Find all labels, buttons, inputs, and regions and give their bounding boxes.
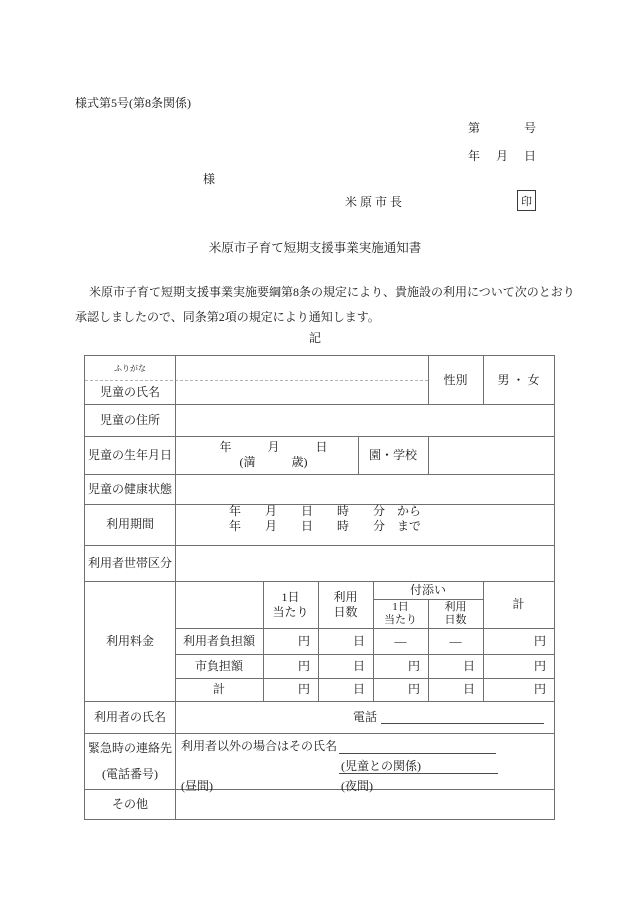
- gender-value: 男 ・ 女: [497, 372, 540, 387]
- child-name-label: 児童の氏名: [99, 384, 160, 399]
- gender-label: 性別: [443, 372, 468, 387]
- fee-header-per-day-line1: 1日: [281, 589, 300, 604]
- emergency-name-blank-line: [339, 753, 496, 754]
- body-text-line2: 承認しましたので、同条第2項の規定により通知します。: [75, 310, 380, 324]
- emergency-contact-label: [85, 733, 175, 789]
- phone-blank-line: [381, 723, 544, 724]
- emergency-relation-label: (児童との関係): [341, 759, 421, 773]
- furigana-label: ふりがな: [114, 363, 146, 373]
- fee-header-attendant-per-day: [373, 599, 428, 628]
- fee-value: 円: [533, 682, 546, 696]
- notice-table: [84, 355, 555, 820]
- child-address-label: 児童の住所: [99, 412, 160, 427]
- fee-value: 日: [352, 658, 365, 673]
- fee-header-attendant-per-day-line2: 当たり: [384, 613, 417, 626]
- birth-date-value-line2: (満 歳): [239, 455, 308, 469]
- fee-value: 円: [407, 682, 420, 696]
- seal-mark: 印: [517, 190, 536, 211]
- fee-value: 日: [462, 658, 475, 673]
- fee-value: 円: [533, 633, 546, 648]
- birth-date-value: [175, 436, 358, 474]
- doc-number-prefix: 第: [468, 121, 481, 135]
- user-name-label: 利用者の氏名: [93, 709, 166, 724]
- fee-header-per-day: [263, 581, 318, 628]
- fee-value: 円: [533, 658, 546, 673]
- fee-value: ―: [394, 633, 407, 648]
- fee-header-days: [318, 581, 373, 628]
- body-text-line1: 米原市子育て短期支援事業実施要綱第8条の規定により、貴施設の利用について次のとおり: [89, 285, 575, 299]
- emergency-other-name-label: 利用者以外の場合はその氏名: [181, 739, 338, 753]
- grid-line: [428, 436, 429, 474]
- date-year-label: 年: [468, 149, 481, 163]
- health-label: 児童の健康状態: [87, 481, 172, 496]
- usage-period-from: 年 月 日 時 分 から: [229, 504, 422, 518]
- fee-header-attendant-days-line2: 日数: [444, 613, 467, 626]
- fee-value: 円: [407, 658, 420, 673]
- fee-row-label: 市負担額: [194, 658, 243, 673]
- fee-header-days-line1: 利用: [333, 589, 358, 604]
- fee-row-label: 利用者負担額: [182, 633, 255, 648]
- household-class-label: 利用者世帯区分: [87, 555, 172, 570]
- birth-date-value-line1: 年 月 日: [219, 440, 328, 454]
- emergency-night-label: (夜間): [341, 779, 373, 793]
- date-month-label: 月: [496, 149, 509, 163]
- fee-value: 日: [462, 682, 475, 696]
- fee-value: 円: [297, 682, 310, 696]
- ki-heading: 記: [308, 331, 321, 345]
- school-label: 園・学校: [368, 447, 417, 462]
- fee-header-attendant-days: [428, 599, 483, 628]
- usage-period-value: [175, 504, 554, 545]
- emergency-relation-blank-line: [339, 773, 498, 774]
- emergency-contact-label-line2: (電話番号): [102, 767, 158, 781]
- fee-header-attendant-days-line1: 利用: [444, 600, 467, 613]
- fee-header-days-line2: 日数: [333, 604, 358, 619]
- fee-header-total: 計: [512, 597, 525, 611]
- date-day-label: 日: [524, 149, 537, 163]
- document-title: 米原市子育て短期支援事業実施通知書: [208, 241, 422, 255]
- sender-name: 米 原 市 長: [345, 195, 403, 209]
- fee-row-label: 計: [212, 682, 225, 696]
- fee-value: 日: [352, 633, 365, 648]
- fee-label: 利用料金: [105, 633, 154, 648]
- emergency-daytime-label: (昼間): [181, 779, 213, 793]
- fee-header-attendant: 付添い: [409, 582, 446, 597]
- doc-number-suffix: 号: [524, 121, 537, 135]
- fee-header-per-day-line2: 当たり: [272, 604, 309, 619]
- addressee-suffix: 様: [203, 172, 216, 186]
- emergency-contact-label-line1: 緊急時の連絡先: [87, 741, 172, 755]
- fee-value: 円: [297, 658, 310, 673]
- fee-value: ―: [449, 633, 462, 648]
- fee-value: 日: [352, 682, 365, 696]
- usage-period-to: 年 月 日 時 分 まで: [229, 519, 422, 533]
- fee-value: 円: [297, 633, 310, 648]
- phone-label: 電話: [352, 709, 377, 724]
- grid-line: [175, 356, 176, 819]
- fee-header-attendant-per-day-line1: 1日: [392, 600, 409, 613]
- other-label: その他: [111, 796, 148, 811]
- form-number: 様式第5号(第8条関係): [75, 96, 191, 110]
- birth-date-label: 児童の生年月日: [87, 447, 172, 462]
- usage-period-label: 利用期間: [105, 517, 154, 531]
